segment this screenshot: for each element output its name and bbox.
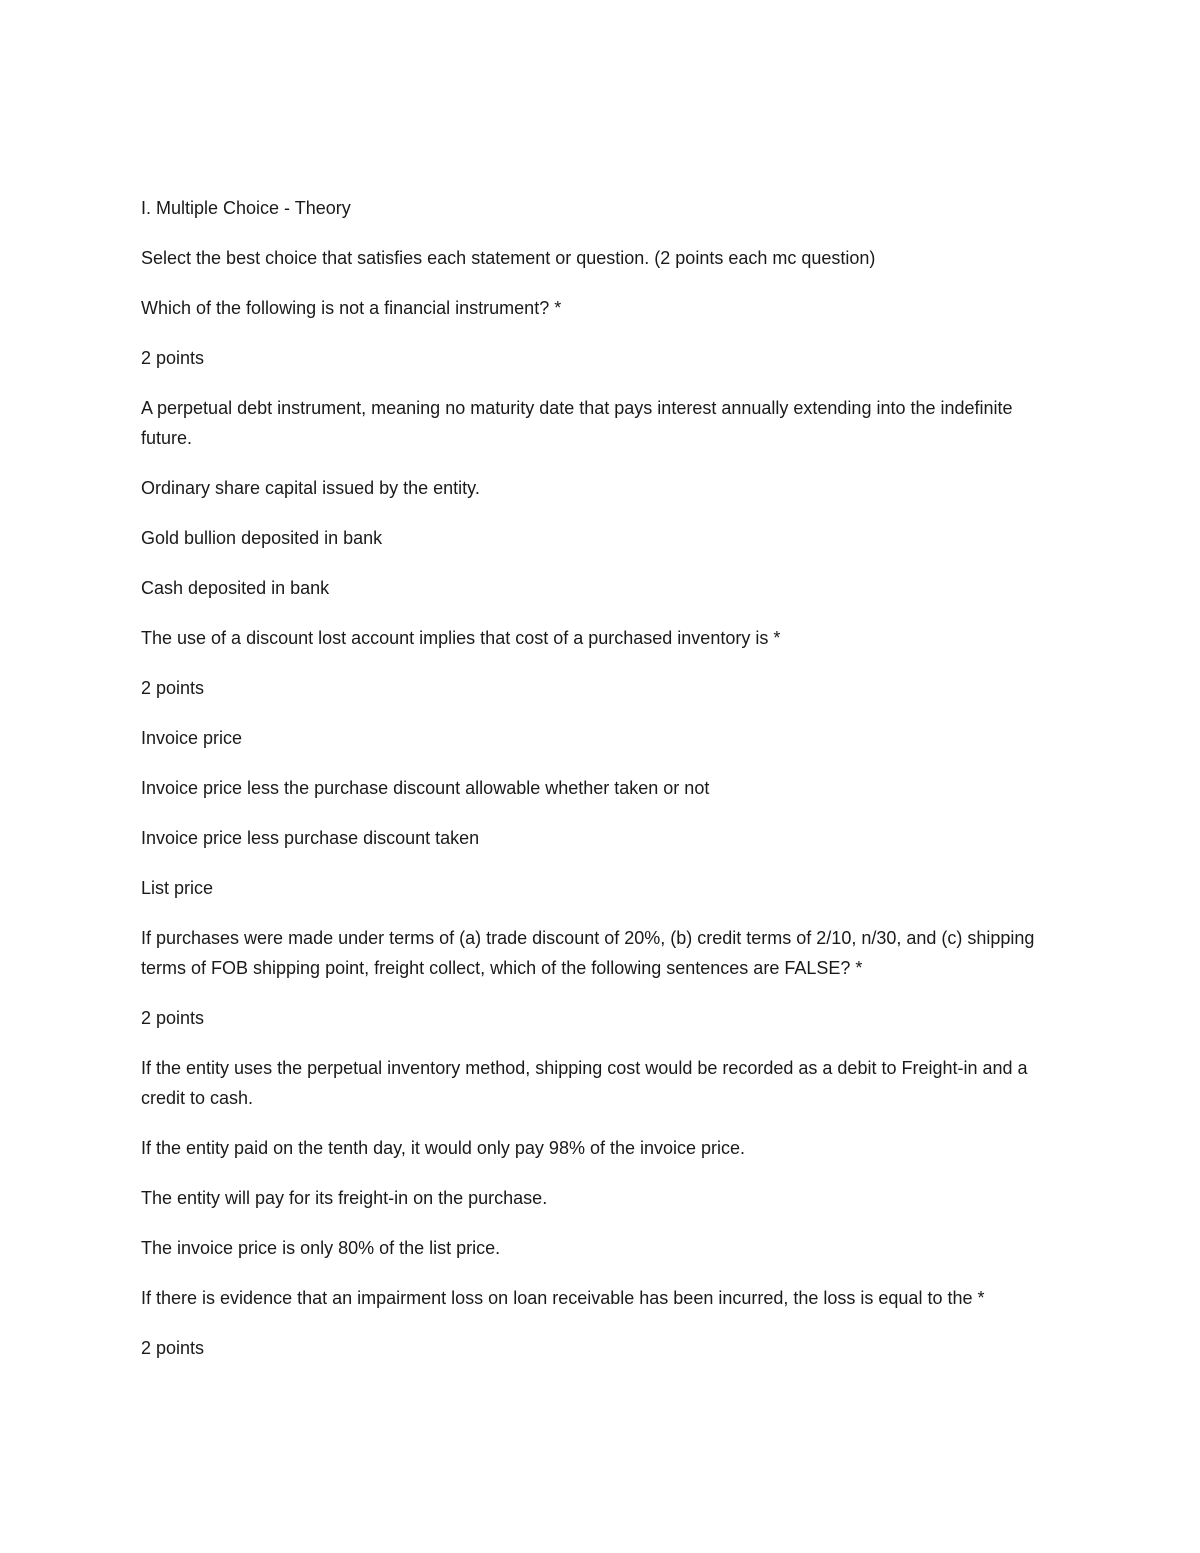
question-2-prompt: The use of a discount lost account implies that cost of a purchased inventory is * xyxy=(141,628,781,648)
question-3-prompt: If purchases were made under terms of (a) trade discount of 20%, (b) credit terms of 2/10, n/30, and (c) shipping terms of FOB shipping point, freight collect, which of the following sentences are FALSE? * xyxy=(141,928,1035,978)
question-2-option-3: Invoice price less purchase discount taken xyxy=(141,828,480,848)
question-4-prompt: If there is evidence that an impairment loss on loan receivable has been incurred, the loss is equal to the * xyxy=(141,1288,985,1308)
question-3-option-4: The invoice price is only 80% of the list price. xyxy=(141,1238,501,1258)
question-1-option-3: Gold bullion deposited in bank xyxy=(141,528,383,548)
question-2-option-1: Invoice price xyxy=(141,728,243,748)
instructions-text: Select the best choice that satisfies each statement or question. (2 points each mc question) xyxy=(141,248,876,268)
question-4-points: 2 points xyxy=(141,1338,205,1358)
question-1-option-2: Ordinary share capital issued by the entity. xyxy=(141,478,480,498)
question-1-option-1: A perpetual debt instrument, meaning no maturity date that pays interest annually extending into the indefinite future. xyxy=(141,398,1013,448)
question-3-points: 2 points xyxy=(141,1008,205,1028)
question-3-option-3: The entity will pay for its freight-in on the purchase. xyxy=(141,1188,548,1208)
question-1-option-4: Cash deposited in bank xyxy=(141,578,330,598)
question-3-option-1: If the entity uses the perpetual inventory method, shipping cost would be recorded as a debit to Freight-in and a credit to cash. xyxy=(141,1058,1028,1108)
question-1-points: 2 points xyxy=(141,348,205,368)
question-2-points: 2 points xyxy=(141,678,205,698)
question-3-option-2: If the entity paid on the tenth day, it would only pay 98% of the invoice price. xyxy=(141,1138,746,1158)
question-1-prompt: Which of the following is not a financial instrument? * xyxy=(141,298,562,318)
section-heading: I. Multiple Choice - Theory xyxy=(141,198,351,218)
question-2-option-4: List price xyxy=(141,878,214,898)
document-body xyxy=(141,193,1061,1383)
question-2-option-2: Invoice price less the purchase discount allowable whether taken or not xyxy=(141,778,710,798)
